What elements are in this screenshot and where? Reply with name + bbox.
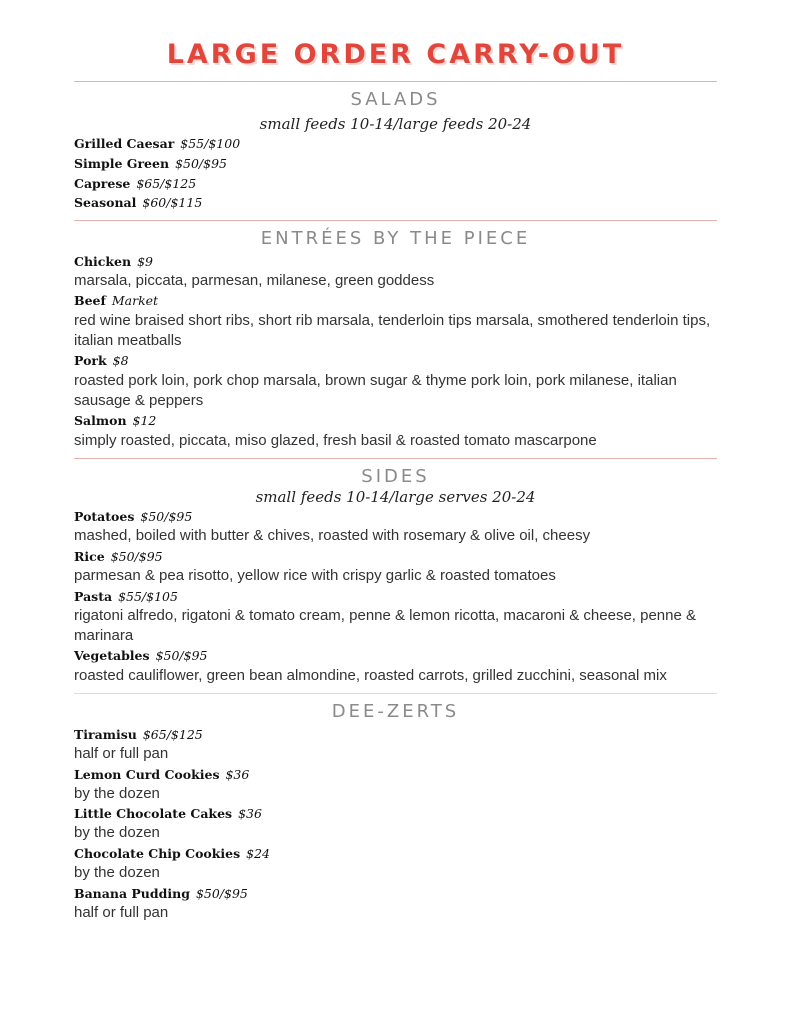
item-description: roasted cauliflower, green bean almondine, roasted carrots, grilled zucchini, seasonal mix: [74, 667, 667, 684]
item-name: Little Chocolate Cakes: [74, 806, 233, 821]
salads-heading: SALADS: [350, 89, 441, 110]
item-name: Rice: [74, 549, 105, 564]
item-description: half or full pan: [74, 745, 169, 762]
item-price: $50/$95: [140, 509, 193, 524]
item-price: $9: [137, 254, 154, 269]
item-price: $50/$95: [110, 549, 163, 564]
item-name: Beef: [74, 293, 106, 308]
divider: [74, 693, 717, 694]
item-price: $36: [225, 767, 250, 782]
item-name: Vegetables: [74, 648, 150, 663]
menu-item: [74, 647, 208, 665]
page-title: LARGE ORDER CARRY-OUT: [166, 39, 625, 70]
item-description: red wine braised short ribs, short rib marsala, tenderloin tips marsala, smothered tenderloin tips, italian meatballs: [74, 312, 711, 349]
item-price: $60/$115: [142, 195, 203, 210]
menu-item: [74, 135, 240, 153]
menu-item: [74, 766, 249, 784]
item-description: roasted pork loin, pork chop marsala, brown sugar & thyme pork loin, pork milanese, italian sausage & peppers: [74, 372, 677, 409]
item-description: rigatoni alfredo, rigatoni & tomato cream, penne & lemon ricotta, macaroni & cheese, penne & marinara: [74, 607, 697, 644]
item-price: Market: [111, 293, 159, 308]
menu-item: [74, 845, 270, 863]
item-description: by the dozen: [74, 864, 160, 881]
item-price: $50/$95: [175, 156, 227, 171]
item-name: Chocolate Chip Cookies: [74, 846, 241, 861]
item-name: Potatoes: [74, 509, 135, 524]
item-description: by the dozen: [74, 824, 160, 841]
item-price: $50/$95: [195, 886, 248, 901]
sides-subtitle: small feeds 10-14/large serves 20-24: [255, 488, 536, 506]
item-price: $8: [112, 353, 129, 368]
item-name: Salmon: [74, 413, 127, 428]
menu-item: [74, 175, 196, 193]
item-description: half or full pan: [74, 904, 169, 921]
divider: [74, 220, 717, 221]
item-price: $50/$95: [155, 648, 208, 663]
item-name: Lemon Curd Cookies: [74, 767, 220, 782]
divider: [74, 458, 717, 459]
menu-item: [74, 726, 203, 744]
item-name: Seasonal: [74, 195, 137, 210]
menu-item: [74, 805, 262, 823]
divider: [74, 81, 717, 82]
item-name: Tiramisu: [74, 727, 137, 742]
menu-item: [74, 588, 178, 606]
item-price: $24: [246, 846, 271, 861]
menu-item: [74, 885, 248, 903]
menu-item: [74, 508, 192, 526]
menu-item: [74, 155, 227, 173]
item-description: mashed, boiled with butter & chives, roasted with rosemary & olive oil, cheesy: [74, 527, 591, 544]
item-name: Banana Pudding: [74, 886, 190, 901]
item-name: Chicken: [74, 254, 132, 269]
item-price: $65/$125: [142, 727, 203, 742]
item-price: $36: [238, 806, 262, 821]
menu-item: [74, 548, 163, 566]
item-description: by the dozen: [74, 785, 160, 802]
item-price: $12: [132, 413, 157, 428]
item-name: Caprese: [74, 176, 131, 191]
item-price: $65/$125: [136, 176, 197, 191]
menu-item: [74, 292, 158, 310]
sides-heading: SIDES: [361, 466, 430, 487]
menu-item: [74, 412, 156, 430]
entrees-heading: ENTRÉES BY THE PIECE: [260, 228, 531, 249]
item-name: Simple Green: [74, 156, 170, 171]
item-description: marsala, piccata, parmesan, milanese, green goddess: [74, 272, 435, 289]
menu-item: [74, 352, 129, 370]
item-price: $55/$105: [118, 589, 178, 604]
menu-item: [74, 253, 153, 271]
item-price: $55/$100: [180, 136, 241, 151]
item-name: Pasta: [74, 589, 113, 604]
item-description: parmesan & pea risotto, yellow rice with crispy garlic & roasted tomatoes: [74, 567, 556, 584]
salads-subtitle: small feeds 10-14/large feeds 20-24: [259, 115, 532, 133]
desserts-heading: DEE-ZERTS: [331, 701, 460, 722]
item-name: Grilled Caesar: [74, 136, 175, 151]
item-description: simply roasted, piccata, miso glazed, fresh basil & roasted tomato mascarpone: [74, 432, 597, 449]
item-name: Pork: [74, 353, 107, 368]
menu-item: [74, 194, 202, 212]
